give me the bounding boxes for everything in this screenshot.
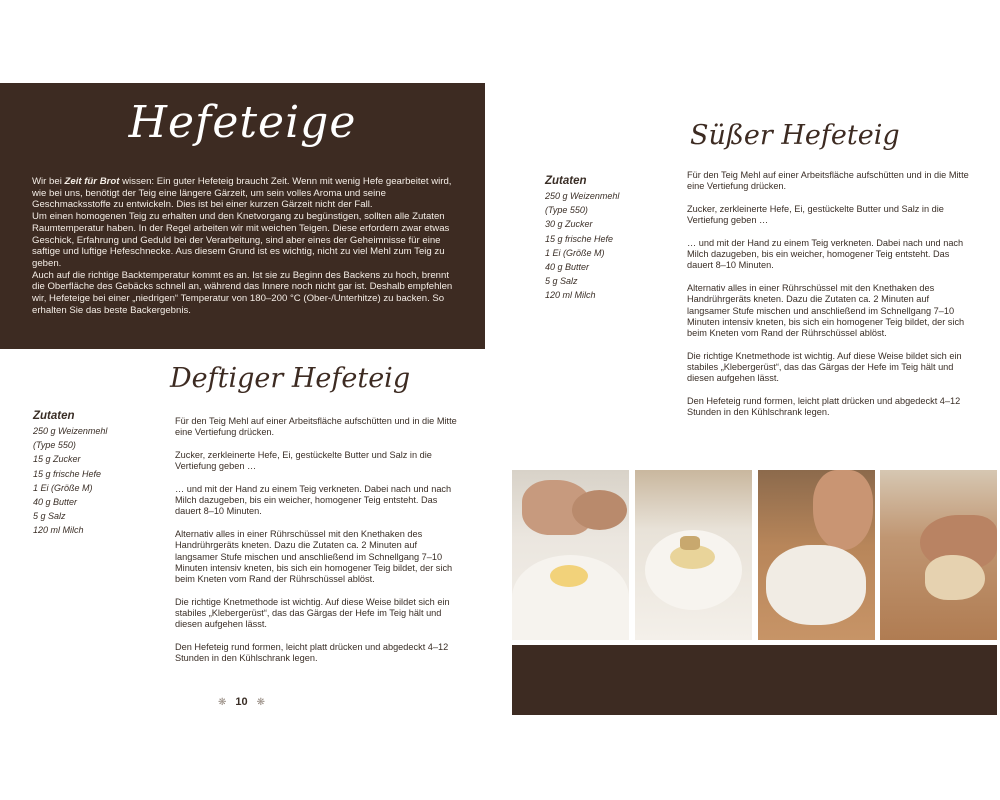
intro-banner [0,83,485,349]
recipe-title-savory: Deftiger Hefeteig [170,363,411,394]
recipe-step: Den Hefeteig rund formen, leicht platt drücken und abgedeckt 4–12 Stunden in den Kühlschrank legen. [175,641,449,664]
intro-text [32,176,462,316]
ingredients-heading: Zutaten [545,175,587,187]
ingredient-item: 15 g frische Hefe [33,468,102,479]
intro-lead-after: wissen: Ein guter Hefeteig braucht Zeit. Wenn mit wenig Hefe gearbeitet wird, wie bei uns, benötigt der Teig eine längere Gärzeit, um sein volles Aroma und seine Geschmacksstoffe zu entwickeln. Dies ist bei einer kurzen Gärzeit nicht der Fall. [32,176,452,211]
recipe-step: Alternativ alles in einer Rührschüssel mit den Knethaken des Handrührgeräts kneten. Dazu die Zutaten ca. 2 Minuten auf langsamer Stufe mischen und anschließend im Schnellgang 7–10 Minuten intensiv kneten, bis sich ein homogener Teig bildet, der sich beim Kneten vom Rand der Rührschüssel ablöst. [687,282,965,339]
ingredient-item: 5 g Salz [545,276,578,287]
ingredient-item: 15 g Zucker [33,454,81,465]
recipe-step: … und mit der Hand zu einem Teig verkneten. Dabei nach und nach Milch dazugeben, bis ein weicher, homogener Teig entsteht. Das dauert 8–10 Minuten. [687,237,964,271]
ingredient-item: 40 g Butter [33,497,78,508]
steps-sweet [687,170,969,430]
ingredient-item: 1 Ei (Größe M) [33,482,93,493]
intro-lead-before: Wir bei [32,176,65,187]
recipe-step: Für den Teig Mehl auf einer Arbeitsfläche aufschütten und in die Mitte eine Vertiefung drücken. [687,170,969,192]
intro-title: Hefeteige [128,97,357,148]
ingredients-savory [33,409,153,538]
recipe-title-sweet: Süßer Hefeteig [690,120,900,151]
ingredient-item: 120 ml Milch [545,290,596,301]
ingredient-item: 5 g Salz [33,511,66,522]
ingredient-item: 1 Ei (Größe M) [545,247,605,258]
ingredient-item: 250 g Weizenmehl [545,191,620,201]
step-photo-kneading-dough [880,470,997,640]
ornament-icon: ❋ [218,696,227,708]
step-photo-flour-well [635,470,752,640]
recipe-step: Alternativ alles in einer Rührschüssel mit den Knethaken des Handrührgeräts kneten. Dazu die Zutaten ca. 2 Minuten auf langsamer Stufe mischen und anschließend im Schnellgang 7–10 Minuten intensiv kneten, bis sich ein homogener Teig bildet, der sich beim Kneten vom Rand der Rührschüssel ablöst. [175,528,453,585]
ingredient-item: 250 g Weizenmehl [33,426,108,436]
step-photo-mixing-by-hand [758,470,875,640]
steps-savory [175,416,457,676]
recipe-step: Zucker, zerkleinerte Hefe, Ei, gestückelte Butter und Salz in die Vertiefung geben … [687,203,944,226]
ingredient-item: 15 g frische Hefe [545,233,614,244]
intro-paragraph-3: Auch auf die richtige Backtemperatur kommt es an. Ist sie zu Beginn des Backens zu hoch, brennt die Oberfläche des Gebäcks schnell an, während das Innere noch nicht gar ist. Deshalb empfehlen wir, Hefeteige bei einer „niedrigen“ Temperatur von 180–200 °C (Ober-/Unterhitze) zu backen. So erhalten Sie das beste Backergebnis. [32,269,453,316]
ingredient-item: (Type 550) [545,205,588,216]
ornament-icon: ❋ [256,696,266,708]
right-page [500,0,1000,800]
ingredients-sweet [545,174,665,303]
recipe-step: Die richtige Knetmethode ist wichtig. Auf diese Weise bildet sich ein stabiles „Klebergerüst“, das das Gärgas der Hefe im Teig hält und diesen aufgehen lässt. [175,596,450,630]
ingredient-item: 40 g Butter [545,262,590,273]
ingredients-heading: Zutaten [33,410,75,422]
bottom-color-bar [512,645,997,715]
recipe-step: Die richtige Knetmethode ist wichtig. Auf diese Weise bildet sich ein stabiles „Klebergerüst“, das das Gärgas der Hefe im Teig hält und diesen aufgehen lässt. [687,350,962,384]
recipe-step: Zucker, zerkleinerte Hefe, Ei, gestückelte Butter und Salz in die Vertiefung geben … [175,449,432,472]
recipe-step: Für den Teig Mehl auf einer Arbeitsfläche aufschütten und in die Mitte eine Vertiefung drücken. [175,416,457,438]
intro-paragraph-2: Um einen homogenen Teig zu erhalten und den Knetvorgang zu begünstigen, sollten alle Zutaten Raumtemperatur haben. In der Regel arbeiten wir mit weichen Teigen. Diese erfordern zwar etwas Geschick, Erfahrung und Geduld bei der Verarbeitung, sind aber eines der Geheimnisse für eine saftige und luftige Hefeschnecke. Aus diesem Grund ist es wichtig, nicht zu viel Mehl zum Teig zu geben. [32,211,450,269]
brand-name: Zeit für Brot [64,176,120,187]
ingredient-item: 120 ml Milch [33,525,84,536]
page-number-value: 10 [235,696,248,708]
recipe-step: Den Hefeteig rund formen, leicht platt drücken und abgedeckt 4–12 Stunden in den Kühlschrank legen. [687,395,961,418]
ingredient-item: (Type 550) [33,440,76,451]
step-photo-egg-in-flour [512,470,629,640]
page-number [218,696,265,708]
ingredient-item: 30 g Zucker [545,219,593,230]
recipe-step: … und mit der Hand zu einem Teig verkneten. Dabei nach und nach Milch dazugeben, bis ein weicher, homogener Teig entsteht. Das dauert 8–10 Minuten. [175,483,452,517]
